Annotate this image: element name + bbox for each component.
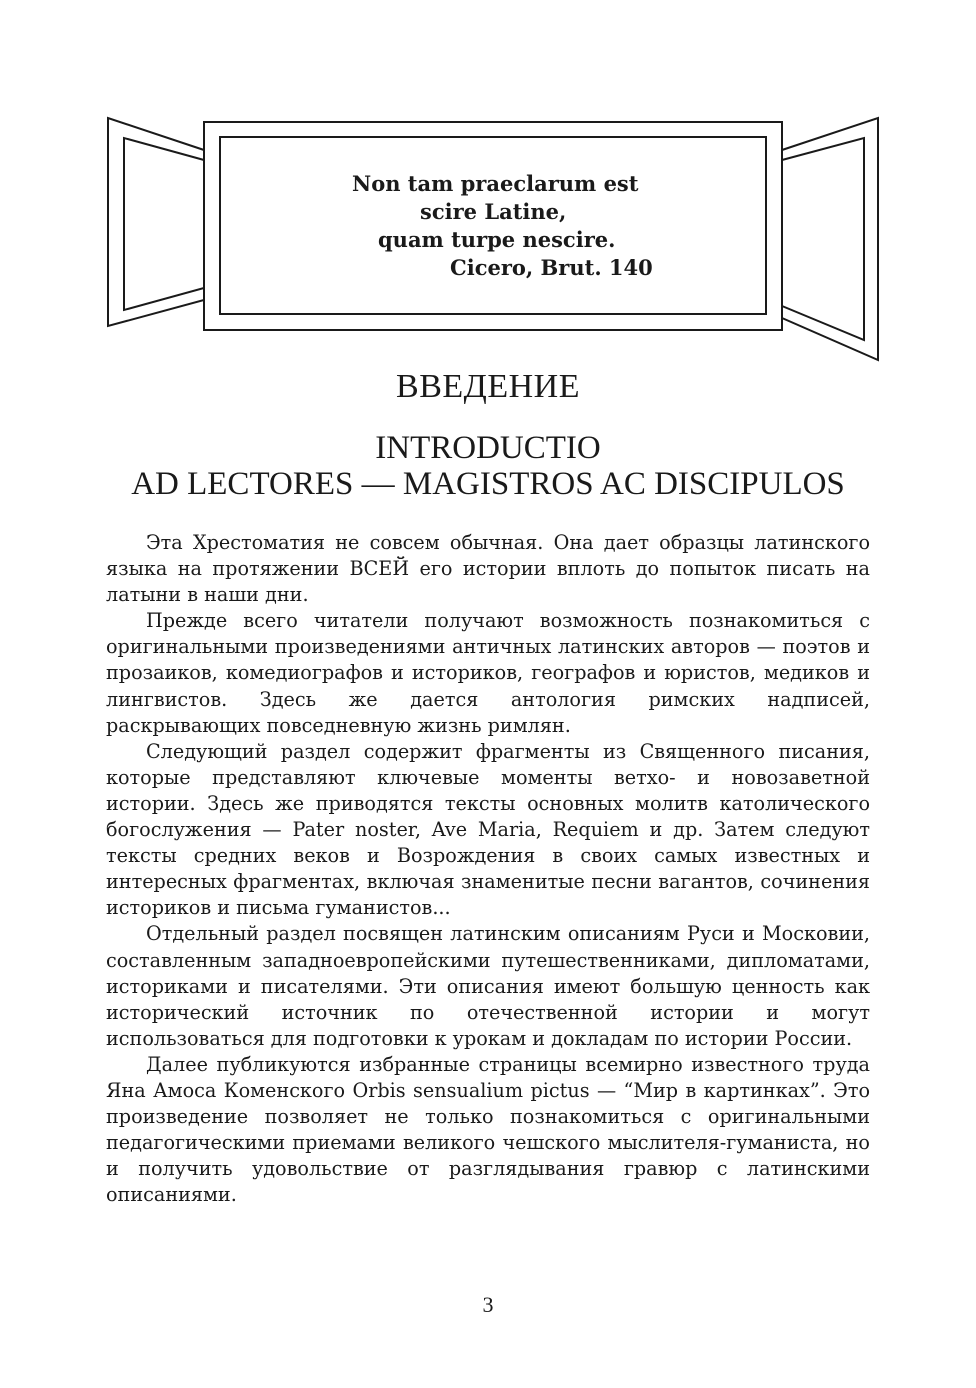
right-shutter-inner: [782, 138, 864, 340]
paragraph-2: Прежде всего читатели получают возможность познакомиться с оригинальными произведениями античных латинских авторов — поэтов и прозаиков, комедиографов и историков, географов и юристов, медиков и лингвистов. Здесь же дается антология римских надписей, раскрывающих повседневную жизнь римлян.: [106, 609, 870, 737]
epigraph-line-2: scire Latine,: [420, 199, 567, 224]
paragraph-1: Эта Хрестоматия не совсем обычная. Она дает образцы латинского языка на протяжении ВСЕЙ его истории вплоть до попыток писать на латыни в наши дни.: [106, 531, 870, 607]
epigraph-line-1: Non tam praeclarum est: [352, 171, 639, 196]
epigraph-line-3: quam turpe nescire.: [378, 227, 616, 252]
epigraph: [352, 170, 692, 282]
page-title: ВВЕДЕНИЕ: [396, 368, 580, 405]
left-shutter-outer: [108, 118, 204, 326]
epigraph-attribution: Cicero, Brut. 140: [450, 255, 653, 280]
left-shutter-inner: [124, 138, 204, 310]
paragraph-4: Отдельный раздел посвящен латинским описаниям Руси и Московии, составленным западноевропейскими путешественниками, дипломатами, историками и писателями. Эти описания имеют большую ценность как исторический источник по отечественной истории и могут использоваться для подготовки к урокам и докладам по истории России.: [106, 922, 870, 1050]
latin-title-line-2: AD LECTORES — MAGISTROS AC DISCIPULOS: [131, 466, 845, 502]
paragraph-5: Далее публикуются избранные страницы всемирно известного труда Яна Амоса Коменского Orbis sensualium pictus — “Мир в картинках”. Это произведение позволяет не только познакомиться с оригинальными педагогическими приемами великого чешского мыслителя-гуманиста, но и получить удовольствие от разглядывания гравюр с латинскими описаниями.: [106, 1052, 870, 1207]
paragraph-3: Следующий раздел содержит фрагменты из Священного писания, которые представляют ключевые моменты ветхо- и новозаветной истории. Здесь же приводятся тексты основных молитв католического богослужения — Pater noster, Ave Maria, Requiem и др. Затем следуют тексты средних веков и Возрождения в своих самых известных и интересных фрагментах, включая знаменитые песни вагантов, сочинения историков и письма гуманистов...: [106, 739, 870, 920]
page-number: 3: [482, 1292, 494, 1317]
body-text: [106, 530, 870, 1208]
latin-title-line-1: INTRODUCTIO: [375, 430, 601, 466]
